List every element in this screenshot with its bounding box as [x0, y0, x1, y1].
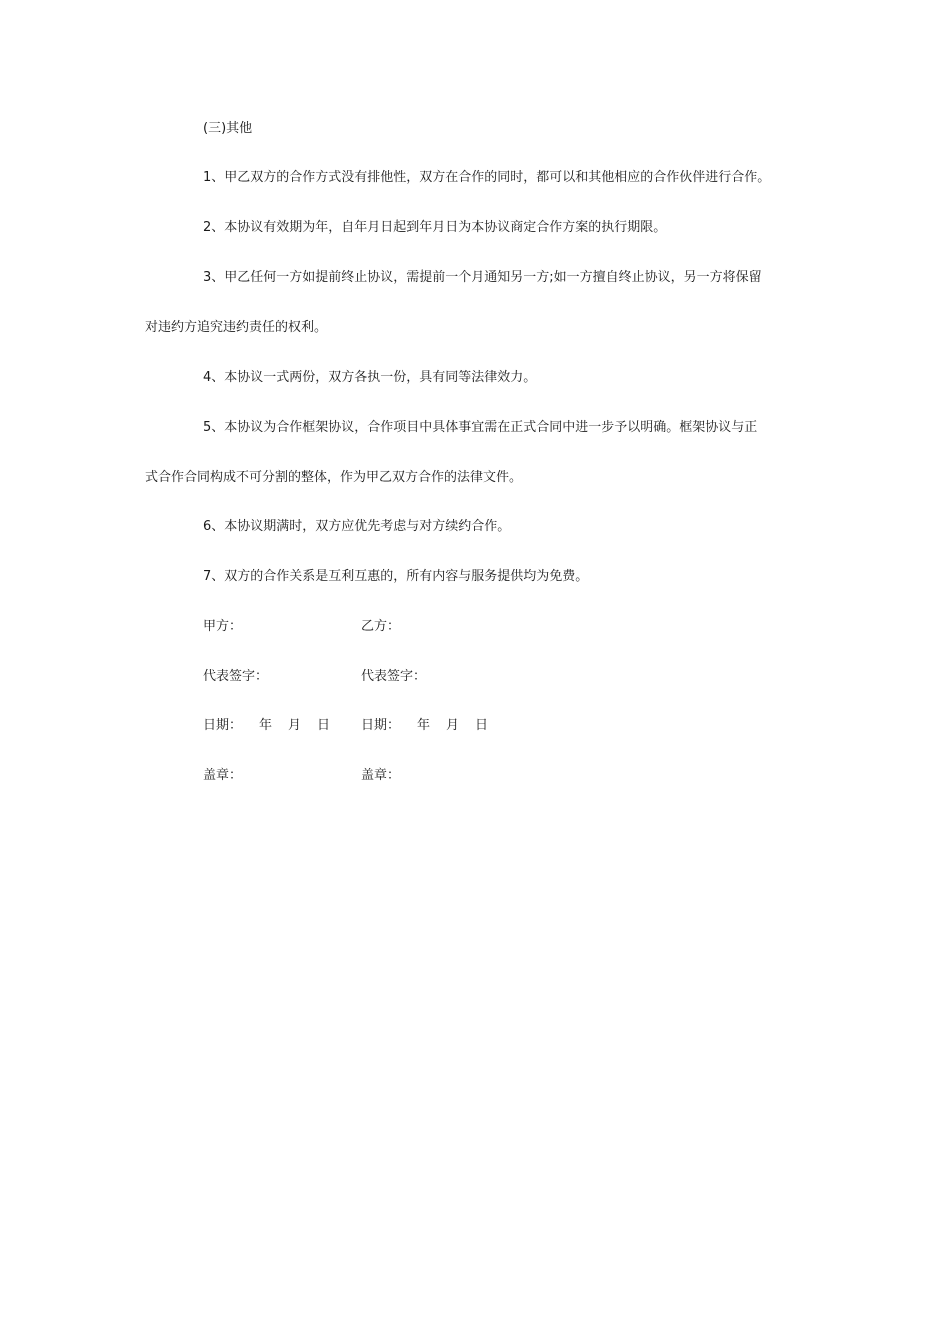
date-a-month: 月 — [288, 718, 302, 733]
rep-a-signature-label: 代表签字： — [203, 669, 269, 684]
party-b-label: 乙方： — [361, 619, 401, 634]
date-b-year: 年 — [417, 718, 431, 733]
clause-5-line-2: 式合作合同构成不可分割的整体，作为甲乙双方合作的法律文件。 — [145, 470, 523, 485]
clause-7: 7、双方的合作关系是互利互惠的，所有内容与服务提供均为免费。 — [203, 569, 589, 584]
seal-b-label: 盖章： — [361, 768, 401, 783]
clause-3-line-2: 对违约方追究违约责任的权利。 — [145, 320, 328, 335]
date-b-month: 月 — [446, 718, 460, 733]
clause-4: 4、本协议一式两份，双方各执一份，具有同等法律效力。 — [203, 370, 537, 385]
clause-2: 2、本协议有效期为年，自年月日起到年月日为本协议商定合作方案的执行期限。 — [203, 220, 667, 235]
seal-a-label: 盖章： — [203, 768, 243, 783]
date-a-day: 日 — [317, 718, 331, 733]
rep-b-signature-label: 代表签字： — [361, 669, 427, 684]
date-b-label: 日期： — [361, 718, 401, 733]
clause-5-line-1: 5、本协议为合作框架协议，合作项目中具体事宜需在正式合同中进一步予以明确。框架协议与正 — [203, 420, 758, 435]
section-title: (三)其他 — [203, 121, 253, 136]
clause-1: 1、甲乙双方的合作方式没有排他性，双方在合作的同时，都可以和其他相应的合作伙伴进行合作。 — [203, 170, 771, 185]
date-a-label: 日期： — [203, 718, 243, 733]
date-b-day: 日 — [475, 718, 489, 733]
date-a-year: 年 — [259, 718, 273, 733]
party-a-label: 甲方： — [203, 619, 243, 634]
clause-3-line-1: 3、甲乙任何一方如提前终止协议，需提前一个月通知另一方;如一方擅自终止协议，另一方将保留 — [203, 270, 762, 285]
clause-6: 6、本协议期满时，双方应优先考虑与对方续约合作。 — [203, 519, 511, 534]
